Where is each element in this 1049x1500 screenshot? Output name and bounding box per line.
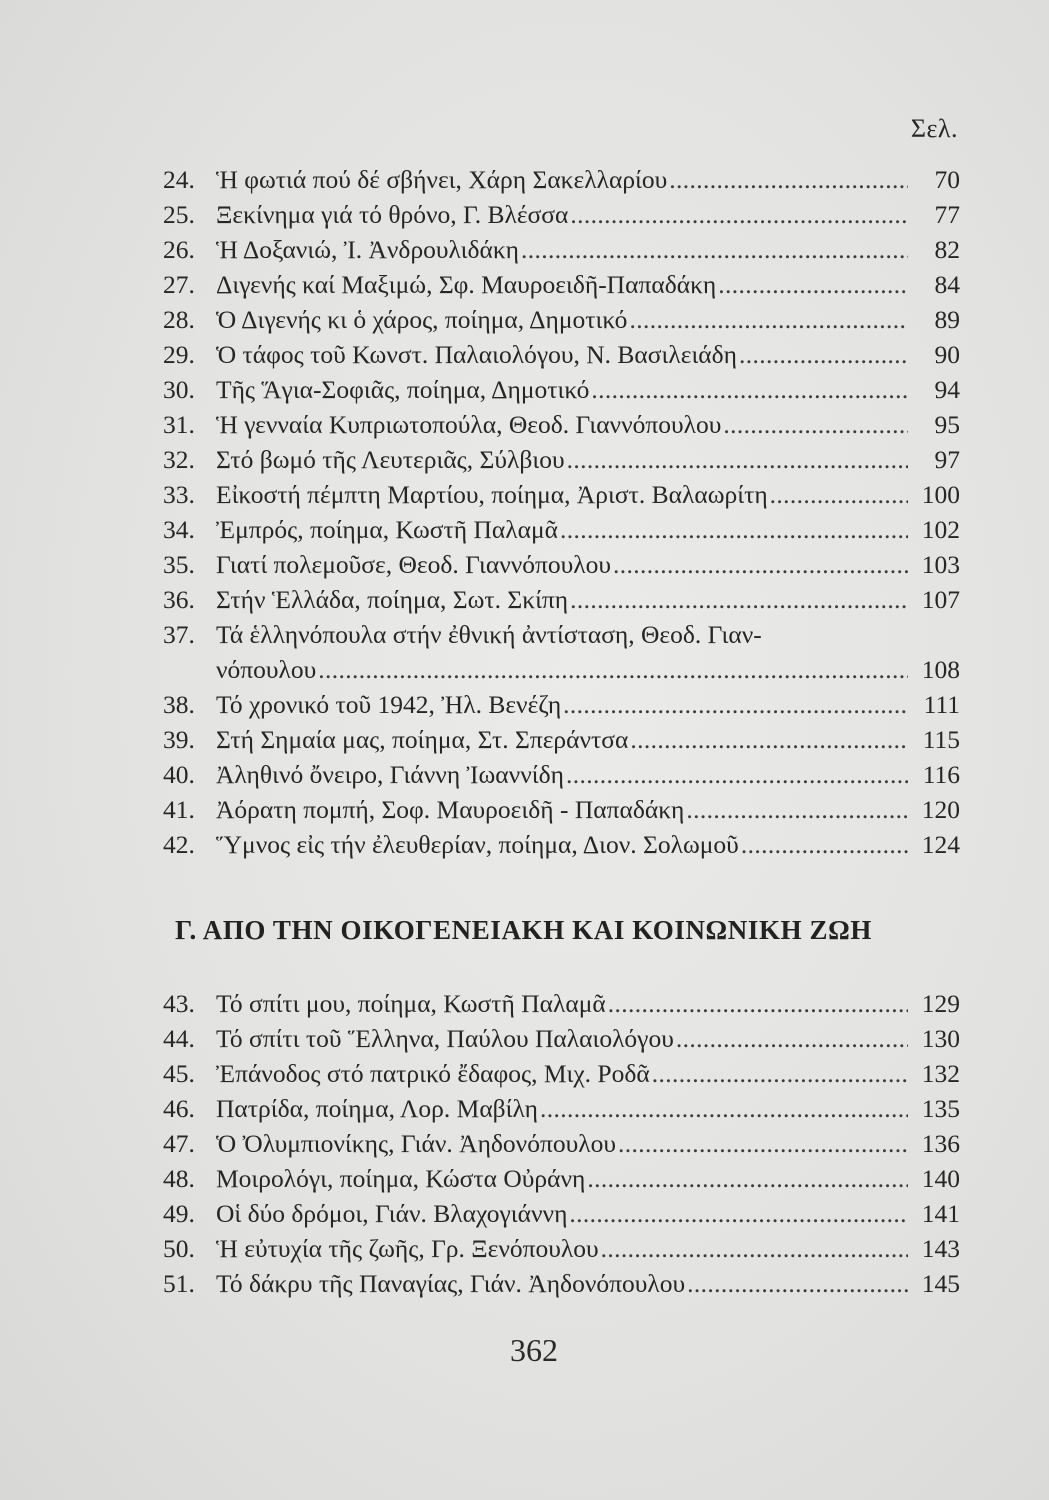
toc-entry: [163, 582, 960, 617]
entry-number: 44.: [163, 1024, 195, 1053]
toc-entry: [163, 1266, 960, 1301]
toc-entry: [163, 1196, 960, 1231]
entry-number: 37.: [163, 620, 195, 649]
entry-title: Τό δάκρυ τῆς Παναγίας, Γιάν. Ἀηδονόπουλου: [216, 1269, 686, 1298]
dot-leader: [318, 652, 908, 687]
entry-number: 46.: [163, 1094, 195, 1123]
dot-leader: [563, 687, 908, 722]
dot-leader: [676, 1021, 908, 1056]
entry-number: 31.: [163, 410, 195, 439]
dot-leader: [629, 302, 908, 337]
dot-leader: [613, 547, 908, 582]
dot-leader: [669, 162, 908, 197]
dot-leader: [770, 477, 908, 512]
entry-page: 130: [921, 1024, 960, 1053]
entry-page: 140: [921, 1164, 960, 1193]
dot-leader: [723, 407, 908, 442]
entry-title: Ἡ φωτιά πού δέ σβήνει, Χάρη Σακελλαρίου: [216, 165, 668, 194]
entry-title-continuation: νόπουλου: [216, 655, 317, 684]
entry-page: 94: [934, 375, 960, 404]
entry-page: 90: [934, 340, 960, 369]
entry-number: 41.: [163, 795, 195, 824]
entry-title: Διγενής καί Μαξιμώ, Σφ. Μαυροειδῆ-Παπαδάκη: [216, 270, 717, 299]
entry-number: 27.: [163, 270, 195, 299]
toc-entry: [163, 617, 960, 687]
entry-number: 35.: [163, 550, 195, 579]
toc-entry: [163, 1126, 960, 1161]
toc-entry: [163, 372, 960, 407]
entry-number: 25.: [163, 200, 195, 229]
entry-number: 39.: [163, 725, 195, 754]
entry-number: 24.: [163, 165, 195, 194]
dot-leader: [521, 232, 908, 267]
dot-leader: [591, 372, 908, 407]
page-column-label: Σελ.: [910, 114, 958, 143]
toc-entry: [163, 757, 960, 792]
dot-leader: [570, 582, 908, 617]
entry-number: 47.: [163, 1129, 195, 1158]
section-heading: Γ. ΑΠΟ ΤΗΝ ΟΙΚΟΓΕΝΕΙΑΚΗ ΚΑΙ ΚΟΙΝΩΝΙΚΗ ΖΩΗ: [175, 915, 872, 945]
entry-page: 115: [922, 725, 960, 754]
toc-entry: [163, 232, 960, 267]
entry-page: 111: [923, 690, 960, 719]
dot-leader: [739, 337, 908, 372]
toc-entry: [163, 547, 960, 582]
toc-entry: [163, 162, 960, 197]
entry-page: 100: [921, 480, 960, 509]
entry-number: 50.: [163, 1234, 195, 1263]
dot-leader: [741, 827, 908, 862]
dot-leader: [608, 986, 908, 1021]
entry-title: Τό χρονικό τοῦ 1942, Ἠλ. Βενέζη: [216, 690, 562, 719]
entry-page: 145: [921, 1269, 960, 1298]
entry-number: 34.: [163, 515, 195, 544]
entry-number: 29.: [163, 340, 195, 369]
entry-page: 102: [921, 515, 960, 544]
toc-entry: [163, 687, 960, 722]
entry-title: Ἡ εὐτυχία τῆς ζωῆς, Γρ. Ξενόπουλου: [216, 1234, 599, 1263]
entry-title: Τά ἑλληνόπουλα στήν ἐθνική ἀντίσταση, Θεοδ. Γιαν-: [216, 620, 762, 649]
entry-page: 95: [934, 410, 960, 439]
dot-leader: [569, 1196, 908, 1231]
entry-number: 45.: [163, 1059, 195, 1088]
dot-leader: [687, 1266, 908, 1301]
entry-page: 84: [934, 270, 960, 299]
toc-entry: [163, 827, 960, 862]
dot-leader: [570, 197, 908, 232]
dot-leader: [540, 1091, 908, 1126]
entry-title: Πατρίδα, ποίημα, Λορ. Μαβίλη: [216, 1094, 538, 1123]
toc-entry: [163, 477, 960, 512]
entry-title: Ὁ Ὀλυμπιονίκης, Γιάν. Ἀηδονόπουλου: [216, 1129, 616, 1158]
dot-leader: [618, 1126, 908, 1161]
entry-number: 32.: [163, 445, 195, 474]
toc-entry: [163, 722, 960, 757]
entry-page: 132: [921, 1059, 960, 1088]
toc-entry: [163, 1161, 960, 1196]
toc-entry: [163, 407, 960, 442]
entry-title: Στό βωμό τῆς Λευτεριᾶς, Σύλβιου: [216, 445, 565, 474]
entry-number: 49.: [163, 1199, 195, 1228]
entry-page: 89: [934, 305, 960, 334]
dot-leader: [601, 1231, 908, 1266]
dot-leader: [560, 512, 908, 547]
dot-leader: [567, 442, 908, 477]
entry-title: Μοιρολόγι, ποίημα, Κώστα Οὐράνη: [216, 1164, 586, 1193]
entry-page: 107: [921, 585, 960, 614]
dot-leader: [652, 1056, 908, 1091]
entry-page: 124: [921, 830, 960, 859]
entry-title: Ἀόρατη πομπή, Σοφ. Μαυροειδῆ - Παπαδάκη: [216, 795, 685, 824]
dot-leader: [587, 1161, 908, 1196]
toc-entry: [163, 512, 960, 547]
entry-title: Ἡ γενναία Κυπριωτοπούλα, Θεοδ. Γιαννόπουλου: [216, 410, 722, 439]
toc-entry: [163, 792, 960, 827]
toc-entry: [163, 1021, 960, 1056]
entry-title: Ἀληθινό ὄνειρο, Γιάννη Ἰωαννίδη: [216, 760, 564, 789]
entry-title: Τό σπίτι μου, ποίημα, Κωστῆ Παλαμᾶ: [216, 989, 606, 1018]
entry-page: 77: [934, 200, 960, 229]
page-number: 362: [510, 1332, 558, 1368]
entry-title: Τό σπίτι τοῦ Ἕλληνα, Παύλου Παλαιολόγου: [216, 1024, 674, 1053]
entry-title: Στή Σημαία μας, ποίημα, Στ. Σπεράντσα: [216, 725, 629, 754]
entry-page: 143: [921, 1234, 960, 1263]
entry-page: 116: [922, 760, 960, 789]
entry-title: Ξεκίνημα γιά τό θρόνο, Γ. Βλέσσα: [216, 200, 569, 229]
toc-entry: [163, 337, 960, 372]
toc-entry: [163, 442, 960, 477]
toc-entry: [163, 302, 960, 337]
toc-entry: [163, 1056, 960, 1091]
toc-entry: [163, 267, 960, 302]
entry-title: Γιατί πολεμοῦσε, Θεοδ. Γιαννόπουλου: [216, 550, 612, 579]
toc-list-part1: [163, 162, 960, 862]
entry-page: 108: [921, 655, 960, 684]
entry-page: 129: [921, 989, 960, 1018]
entry-title: Ὁ τάφος τοῦ Κωνστ. Παλαιολόγου, Ν. Βασιλειάδη: [216, 340, 738, 369]
dot-leader: [630, 722, 908, 757]
entry-number: 28.: [163, 305, 195, 334]
entry-number: 40.: [163, 760, 195, 789]
entry-number: 51.: [163, 1269, 195, 1298]
entry-page: 136: [921, 1129, 960, 1158]
entry-title: Στήν Ἑλλάδα, ποίημα, Σωτ. Σκίπη: [216, 585, 569, 614]
entry-title: Εἰκοστή πέμπτη Μαρτίου, ποίημα, Ἀριστ. Βαλαωρίτη: [216, 480, 768, 509]
entry-page: 135: [921, 1094, 960, 1123]
entry-title: Ὕμνος εἰς τήν ἐλευθερίαν, ποίημα, Διον. Σολωμοῦ: [216, 830, 739, 859]
entry-number: 43.: [163, 989, 195, 1018]
entry-number: 26.: [163, 235, 195, 264]
entry-title: Ὁ Διγενής κι ὁ χάρος, ποίημα, Δημοτικό: [216, 305, 628, 334]
toc-entry: [163, 986, 960, 1021]
entry-page: 70: [934, 165, 960, 194]
entry-title: Οἱ δύο δρόμοι, Γιάν. Βλαχογιάννη: [216, 1199, 568, 1228]
entry-page: 103: [921, 550, 960, 579]
entry-number: 38.: [163, 690, 195, 719]
entry-page: 141: [921, 1199, 960, 1228]
entry-title: Ἐμπρός, ποίημα, Κωστῆ Παλαμᾶ: [216, 515, 559, 544]
entry-title: Τῆς Ἅγια-Σοφιᾶς, ποίημα, Δημοτικό: [216, 375, 590, 404]
toc-entry: [163, 197, 960, 232]
entry-page: 97: [934, 445, 960, 474]
toc-entry: [163, 1231, 960, 1266]
dot-leader: [718, 267, 908, 302]
entry-title: Ἐπάνοδος στό πατρικό ἔδαφος, Μιχ. Ροδᾶ: [216, 1059, 650, 1088]
entry-title: Ἡ Δοξανιώ, Ἰ. Ἀνδρουλιδάκη: [216, 235, 520, 264]
entry-number: 36.: [163, 585, 195, 614]
dot-leader: [686, 792, 908, 827]
entry-number: 33.: [163, 480, 195, 509]
toc-list-part2: [163, 986, 960, 1301]
toc-entry: [163, 1091, 960, 1126]
entry-number: 42.: [163, 830, 195, 859]
entry-number: 30.: [163, 375, 195, 404]
entry-page: 120: [921, 795, 960, 824]
dot-leader: [566, 757, 908, 792]
entry-page: 82: [934, 235, 960, 264]
entry-number: 48.: [163, 1164, 195, 1193]
